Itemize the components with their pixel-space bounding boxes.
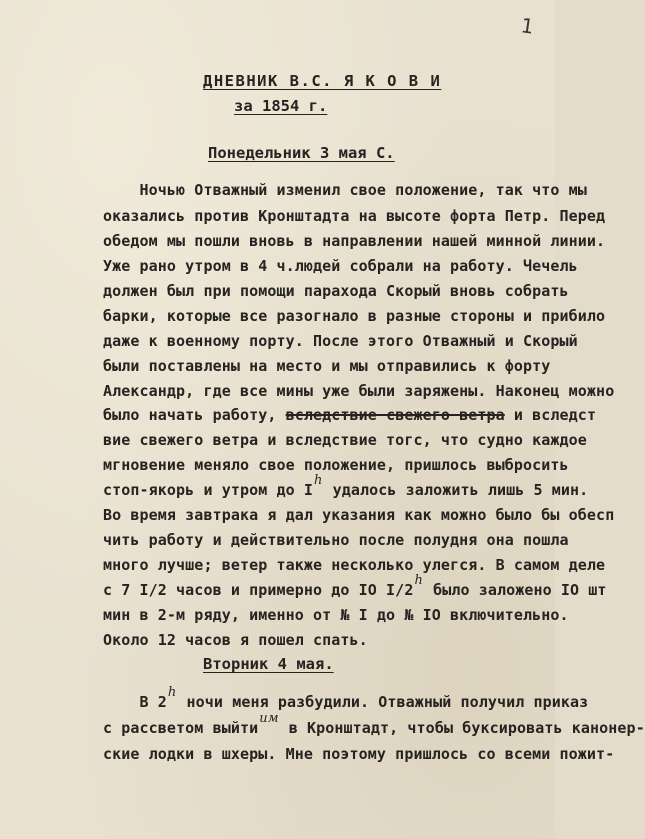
struck-out-text: вследствие свежего ветра [285,406,505,424]
text-line: должен был при помощи парахода Скорый вновь собрать [103,282,569,300]
text-line [103,685,589,714]
text-segment: с 7 I/2 часов и примерно до IO I/2 [103,581,414,599]
text-line: мин в 2-м ряду, именно от № I до № IO включительно. [103,606,569,624]
text-line: были поставлены на место и мы отправились к форту [103,357,551,375]
section-heading-monday: Понедельник 3 мая С. [208,144,395,162]
text-line: много лучше; ветер также несколько улегся. В самом деле [103,556,606,574]
text-line: Александр, где все мины уже были заряжены. Наконец можно [103,382,615,400]
text-segment: ночи меня разбудили. Отважный получил приказ [177,693,589,711]
section-heading-tuesday: Вторник 4 мая. [203,655,334,673]
text-line: вие свежего ветра и вследствие тогс, что судно каждое [103,431,587,449]
text-line [103,405,596,425]
text-segment: было заложено IO шт [423,581,607,599]
text-segment: и вследст [504,406,597,424]
text-line [103,711,645,740]
text-segment: в Кронштадт, чтобы буксировать канонер- [279,719,645,737]
handwritten-mark: h [314,473,323,488]
text-line: ские лодки в шхеры. Мне поэтому пришлось со всеми пожит- [103,745,615,763]
text-line: мгновение меняло свое положение, пришлось выбросить [103,456,569,474]
text-line: оказались против Кронштадта на высоте форта Петр. Перед [103,207,606,225]
text-segment: удалось заложить лишь 5 мин. [323,481,589,499]
text-segment: В 2 [103,693,167,711]
handwritten-mark: h [414,573,423,588]
text-line: Во время завтрака я дал указания как можно было бы обесп [103,506,615,524]
text-line [103,473,589,502]
text-line: барки, которые все разогнало в разные стороны и прибило [103,307,606,325]
document-title: ДНЕВНИК В.С. Я К О В И [203,72,442,90]
text-line: обедом мы пошли вновь в направлении нашей минной линии. [103,232,606,250]
handwritten-mark: h [167,685,177,700]
text-line: Уже рано утром в 4 ч.людей собрали на работу. Чечель [103,257,578,275]
text-line [103,573,607,602]
text-line: даже к военному порту. После этого Отважный и Скорый [103,332,578,350]
text-line: Ночью Отважный изменил свое положение, так что мы [103,181,587,199]
page-number: 1 [519,13,536,39]
handwritten-mark: им [259,711,279,726]
text-segment: с рассветом выйти [103,719,259,737]
text-segment: стоп-якорь и утром до I [103,481,314,499]
text-segment: было начать работу, [103,406,286,424]
text-line: чить работу и действительно после полудня она пошла [103,531,569,549]
document-subtitle: за 1854 г. [234,97,328,115]
text-line: Около 12 часов я пошел спать. [103,631,368,649]
